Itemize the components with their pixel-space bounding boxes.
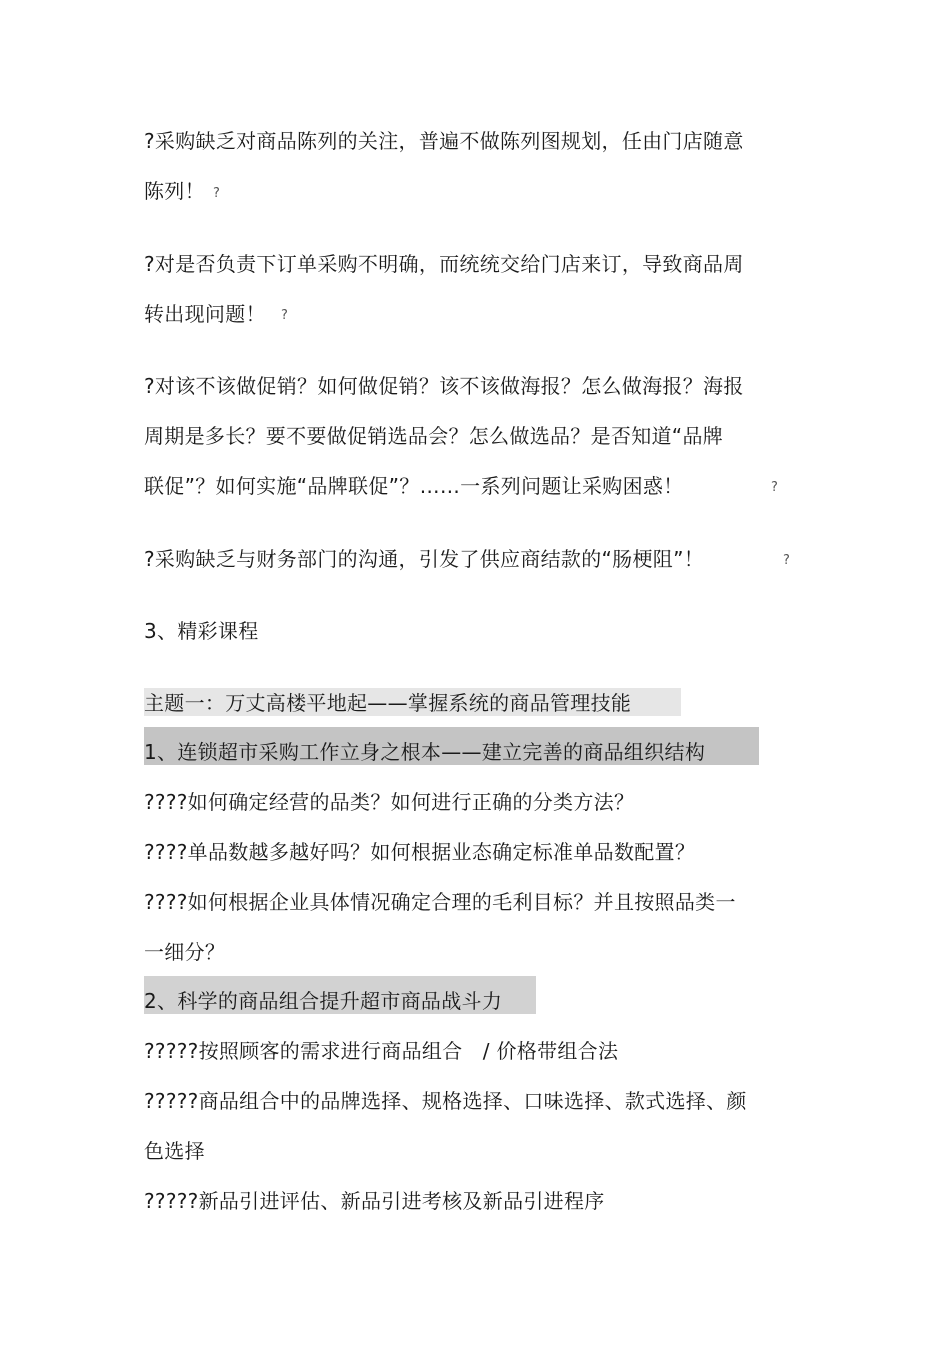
topic-title: 主题一：万丈高楼平地起——掌握系统的商品管理技能	[144, 691, 632, 715]
section-heading: 3、精彩课程	[144, 619, 259, 643]
paragraph-4-line-1: ?采购缺乏与财务部门的沟通，引发了供应商结款的“肠梗阻”！	[144, 547, 705, 571]
paragraph-3-line-3: 联促”？如何实施“品牌联促”？……一系列问题让采购困惑！	[144, 474, 684, 498]
paragraph-2-mark: ?	[281, 308, 288, 323]
paragraph-1-mark: ?	[213, 186, 220, 201]
paragraph-1-line-1: ?采购缺乏对商品陈列的关注，普遍不做陈列图规划，任由门店随意	[144, 129, 744, 153]
paragraph-3-mark: ?	[771, 480, 778, 495]
subsection-1-item-2: ????单品数越多越好吗？如何根据业态确定标准单品数配置？	[144, 840, 696, 864]
paragraph-4-mark: ?	[783, 553, 790, 568]
subsection-2-item-4: ?????新品引进评估、新品引进考核及新品引进程序	[144, 1189, 605, 1213]
paragraph-2-line-1: ?对是否负责下订单采购不明确，而统统交给门店来订，导致商品周	[144, 252, 744, 276]
paragraph-3-line-1: ?对该不该做促销？如何做促销？该不该做海报？怎么做海报？海报	[144, 374, 744, 398]
subsection-1-item-1: ????如何确定经营的品类？如何进行正确的分类方法？	[144, 790, 635, 814]
subsection-2-item-3: 色选择	[144, 1139, 205, 1163]
subsection-2-title: 2、科学的商品组合提升超市商品战斗力	[144, 989, 503, 1013]
subsection-1-item-4: 一细分？	[144, 940, 226, 964]
paragraph-2-line-2: 转出现问题！	[144, 302, 266, 326]
subsection-1-title: 1、连锁超市采购工作立身之根本——建立完善的商品组织结构	[144, 740, 706, 764]
subsection-2-item-2: ?????商品组合中的品牌选择、规格选择、口味选择、款式选择、颜	[144, 1089, 747, 1113]
paragraph-1-line-2: 陈列！	[144, 179, 205, 203]
subsection-1-item-3: ????如何根据企业具体情况确定合理的毛利目标？并且按照品类一	[144, 890, 736, 914]
paragraph-3-line-2: 周期是多长？要不要做促销选品会？怎么做选品？是否知道“品牌	[144, 424, 724, 448]
subsection-2-item-1: ?????按照顾客的需求进行商品组合 / 价格带组合法	[144, 1039, 619, 1063]
